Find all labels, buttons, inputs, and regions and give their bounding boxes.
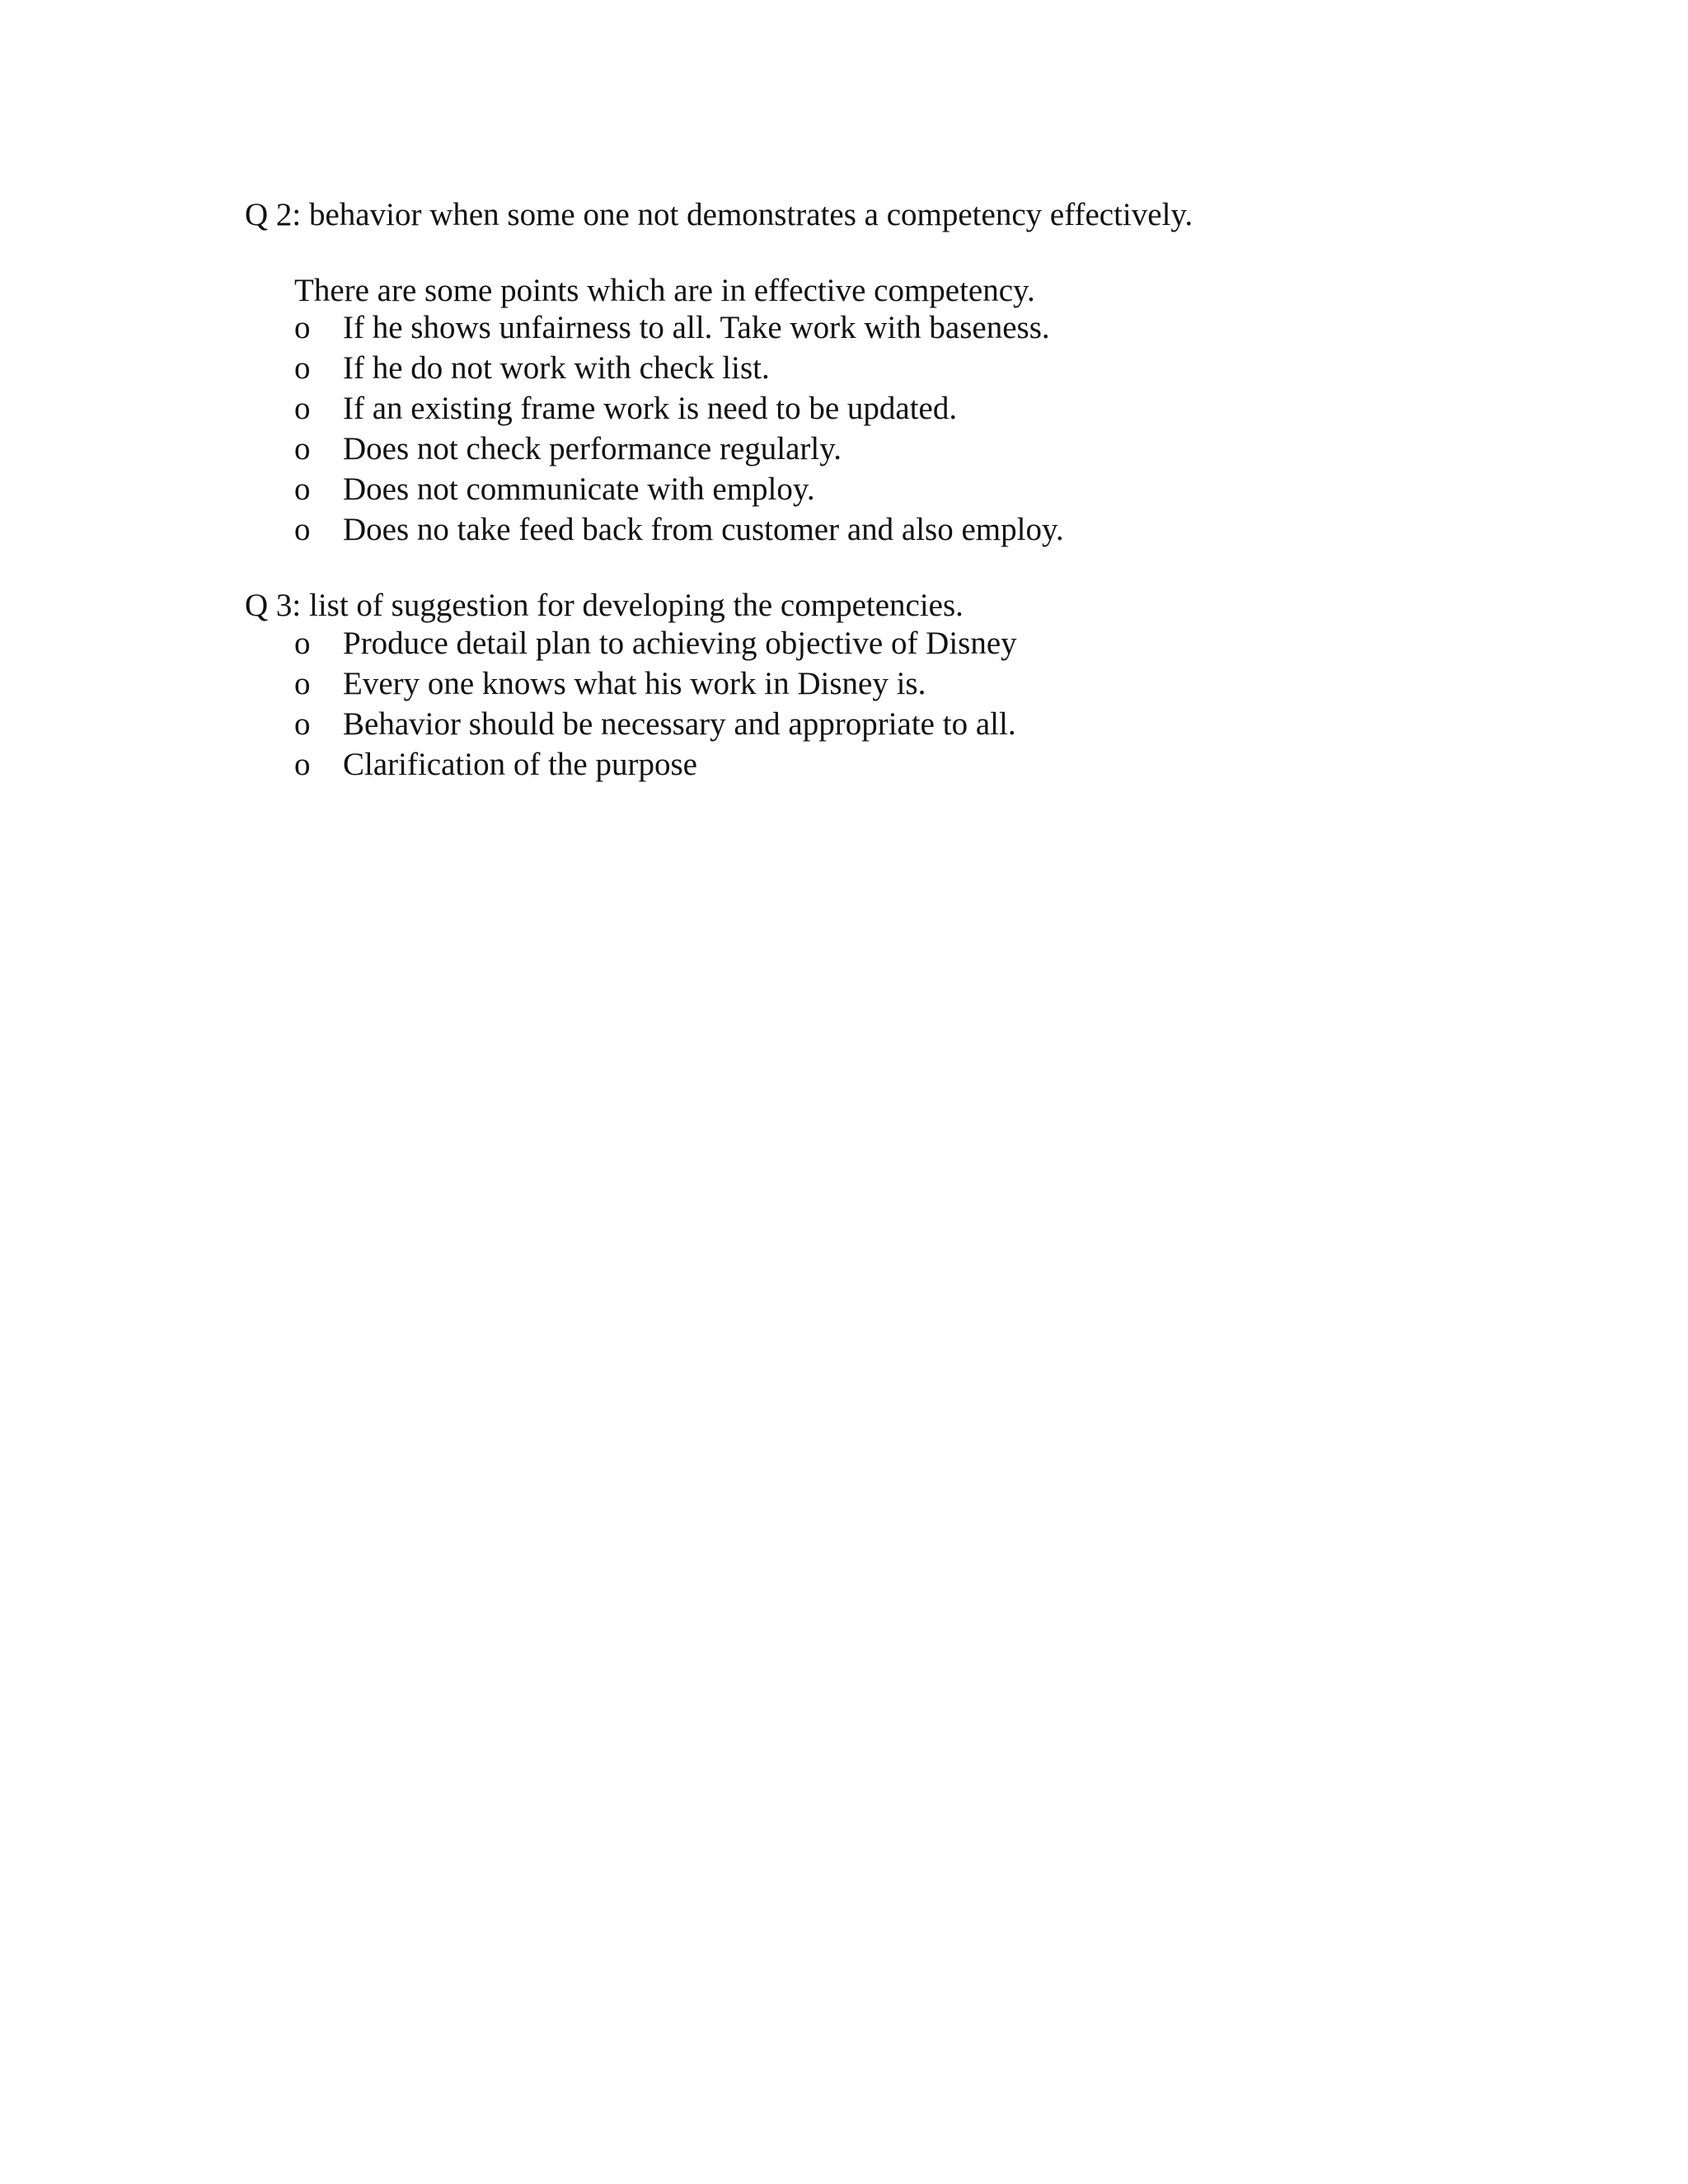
list-item-text: If an existing frame work is need to be updated. (343, 391, 958, 426)
list-item-text: Produce detail plan to achieving objective of Disney (343, 626, 1017, 661)
q3-heading: Q 3: list of suggestion for developing the competencies. (245, 588, 964, 623)
bullet-icon: o (294, 471, 311, 507)
bullet-icon: o (294, 350, 311, 386)
bullet-icon: o (294, 431, 311, 466)
bullet-icon: o (294, 310, 311, 345)
bullet-icon: o (294, 747, 311, 782)
bullet-icon: o (294, 391, 311, 426)
list-item-text: Does not communicate with employ. (343, 471, 815, 507)
bullet-icon: o (294, 512, 311, 547)
list-item-text: If he do not work with check list. (343, 350, 770, 386)
bullet-icon: o (294, 666, 311, 701)
q2-intro-text: There are some points which are in effective competency. (294, 273, 1035, 308)
bullet-icon: o (294, 626, 311, 661)
bullet-icon: o (294, 706, 311, 742)
list-item-text: Does no take feed back from customer and also employ. (343, 512, 1064, 547)
list-item-text: Clarification of the purpose (343, 747, 697, 782)
list-item-text: If he shows unfairness to all. Take work with baseness. (343, 310, 1050, 345)
list-item-text: Behavior should be necessary and appropriate to all. (343, 706, 1016, 742)
q2-heading: Q 2: behavior when some one not demonstrates a competency effectively. (245, 197, 1193, 232)
list-item-text: Does not check performance regularly. (343, 431, 842, 466)
list-item-text: Every one knows what his work in Disney is. (343, 666, 926, 701)
